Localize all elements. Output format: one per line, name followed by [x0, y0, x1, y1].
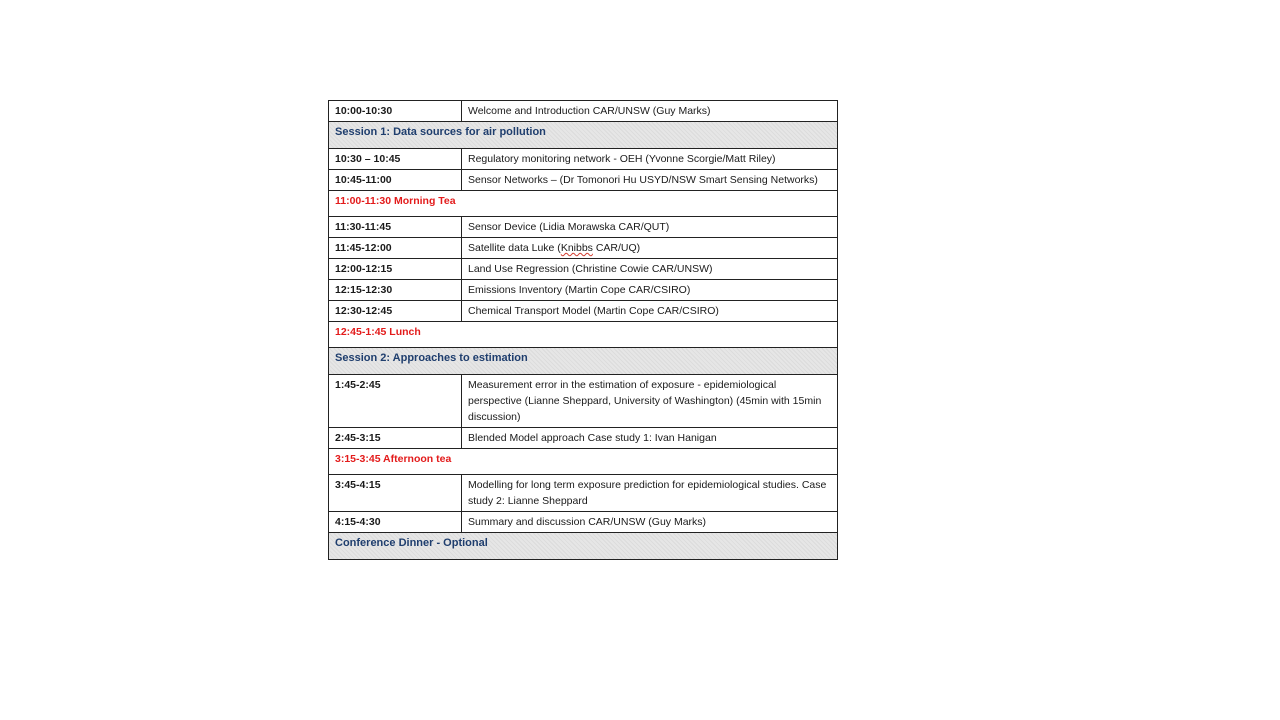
agenda-row — [329, 101, 838, 122]
session-title: Session 1: Data sources for air pollution — [329, 122, 838, 149]
break-title: 3:15-3:45 Afternoon tea — [329, 449, 838, 475]
time-cell: 12:15-12:30 — [329, 280, 462, 301]
time-cell: 12:00-12:15 — [329, 259, 462, 280]
time-cell: 1:45-2:45 — [329, 375, 462, 428]
time-cell: 10:30 – 10:45 — [329, 149, 462, 170]
description-cell: Summary and discussion CAR/UNSW (Guy Marks) — [462, 512, 838, 533]
break-row — [329, 191, 838, 217]
agenda-row — [329, 512, 838, 533]
break-title: 11:00-11:30 Morning Tea — [329, 191, 838, 217]
agenda-row — [329, 475, 838, 512]
spelling-flagged-word: Knibbs — [560, 242, 593, 254]
agenda-row — [329, 428, 838, 449]
session-row — [329, 348, 838, 375]
agenda-row — [329, 301, 838, 322]
agenda-row — [329, 259, 838, 280]
description-cell: Land Use Regression (Christine Cowie CAR/UNSW) — [462, 259, 838, 280]
description-text: Satellite data Luke ( — [468, 242, 561, 254]
description-cell: Modelling for long term exposure prediction for epidemiological studies. Case study 2: Lianne Sheppard — [462, 475, 838, 512]
session-title: Session 2: Approaches to estimation — [329, 348, 838, 375]
break-title: 12:45-1:45 Lunch — [329, 322, 838, 348]
description-cell: Welcome and Introduction CAR/UNSW (Guy Marks) — [462, 101, 838, 122]
description-text: CAR/UQ) — [592, 242, 641, 254]
description-cell: Sensor Networks – (Dr Tomonori Hu USYD/NSW Smart Sensing Networks) — [462, 170, 838, 191]
session-title: Conference Dinner - Optional — [329, 533, 838, 560]
time-cell: 10:45-11:00 — [329, 170, 462, 191]
description-cell: Chemical Transport Model (Martin Cope CAR/CSIRO) — [462, 301, 838, 322]
description-cell: Regulatory monitoring network - OEH (Yvonne Scorgie/Matt Riley) — [462, 149, 838, 170]
description-cell — [462, 238, 838, 259]
agenda-table — [328, 100, 838, 560]
time-cell: 12:30-12:45 — [329, 301, 462, 322]
description-cell: Blended Model approach Case study 1: Ivan Hanigan — [462, 428, 838, 449]
agenda-row — [329, 280, 838, 301]
description-cell: Emissions Inventory (Martin Cope CAR/CSIRO) — [462, 280, 838, 301]
session-row — [329, 122, 838, 149]
agenda-row — [329, 217, 838, 238]
time-cell: 11:30-11:45 — [329, 217, 462, 238]
time-cell: 4:15-4:30 — [329, 512, 462, 533]
time-cell: 2:45-3:15 — [329, 428, 462, 449]
agenda-row — [329, 375, 838, 428]
time-cell: 3:45-4:15 — [329, 475, 462, 512]
agenda-row — [329, 238, 838, 259]
description-cell: Sensor Device (Lidia Morawska CAR/QUT) — [462, 217, 838, 238]
session-row — [329, 533, 838, 560]
agenda-row — [329, 149, 838, 170]
description-cell: Measurement error in the estimation of exposure - epidemiological perspective (Lianne Sheppard, University of Washington) (45min with 15min discussion) — [462, 375, 838, 428]
agenda-row — [329, 170, 838, 191]
break-row — [329, 449, 838, 475]
time-cell: 11:45-12:00 — [329, 238, 462, 259]
break-row — [329, 322, 838, 348]
time-cell: 10:00-10:30 — [329, 101, 462, 122]
